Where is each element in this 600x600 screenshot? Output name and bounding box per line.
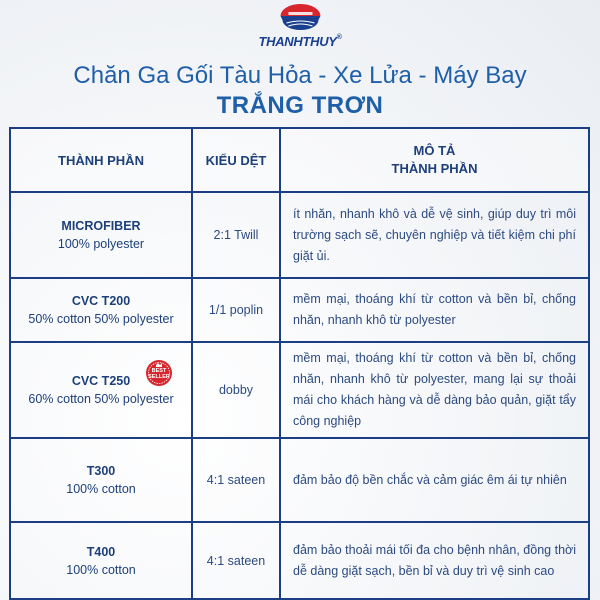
table-row [10,192,589,278]
brand-name: THANHTHUY® [258,34,342,49]
table-row [10,278,589,342]
fabric-mix: 50% cotton 50% polyester [28,312,174,326]
weave-cell: dobby [192,342,280,438]
best-seller-badge [145,359,173,387]
composition-cell [10,342,192,438]
fabric-mix: 60% cotton 50% polyester [28,392,174,406]
table-header-row [10,128,589,192]
composition-cell [10,522,192,599]
fabric-mix: 100% polyester [57,237,145,251]
badge-label: BEST SELLER [148,368,170,380]
composition-cell [10,192,192,278]
header-weave: KIỂU DỆT [192,128,280,192]
table-row [10,342,589,438]
brand-logo [258,4,341,49]
weave-cell: 2:1 Twill [192,192,280,278]
weave-cell: 1/1 poplin [192,278,280,342]
header-description-line2: THÀNH PHẦN [391,161,478,176]
weave-cell: 4:1 sateen [192,438,280,522]
table-row [10,438,589,522]
fabric-name: MICROFIBER [61,219,141,233]
description-cell: mềm mại, thoáng khí từ cotton và bền bỉ, chống nhăn, nhanh khô từ polyester, mang lại sự thoải mái cho khách hàng và dễ dàng bảo quản, giặt tẩy công nghiệp [280,342,589,438]
header-composition: THÀNH PHẦN [10,128,192,192]
composition-cell [10,438,192,522]
table-row [10,522,589,599]
page-title: Chăn Ga Gối Tàu Hỏa - Xe Lửa - Máy Bay [73,62,527,89]
description-cell: mềm mại, thoáng khí từ cotton và bền bỉ, chống nhăn, nhanh khô từ polyester [280,278,589,342]
fabric-name: CVC T250 [71,374,131,388]
description-cell: đảm bảo độ bền chắc và cảm giác êm ái tự nhiên [280,438,589,522]
header-description-line1: MÔ TẢ [413,143,456,158]
composition-cell [10,278,192,342]
header-description [280,128,589,192]
page-subtitle: TRẮNG TRƠN [216,92,384,119]
description-cell: ít nhăn, nhanh khô và dễ vệ sinh, giúp duy trì môi trường sạch sẽ, chuyên nghiệp và tiết kiệm chi phí giặt ủi. [280,192,589,278]
weave-cell: 4:1 sateen [192,522,280,599]
fabric-name: T300 [86,464,116,478]
fabric-mix: 100% cotton [66,482,136,496]
fabric-mix: 100% cotton [66,562,136,577]
fabric-table [9,127,590,600]
fabric-name: CVC T200 [71,294,131,308]
logo-emblem-icon [278,4,322,32]
description-cell: đảm bảo thoải mái tối đa cho bệnh nhân, đồng thời dễ dàng giặt sạch, bền bỉ và duy trì vệ sinh cao [280,522,589,599]
fabric-name: T400 [86,544,116,559]
